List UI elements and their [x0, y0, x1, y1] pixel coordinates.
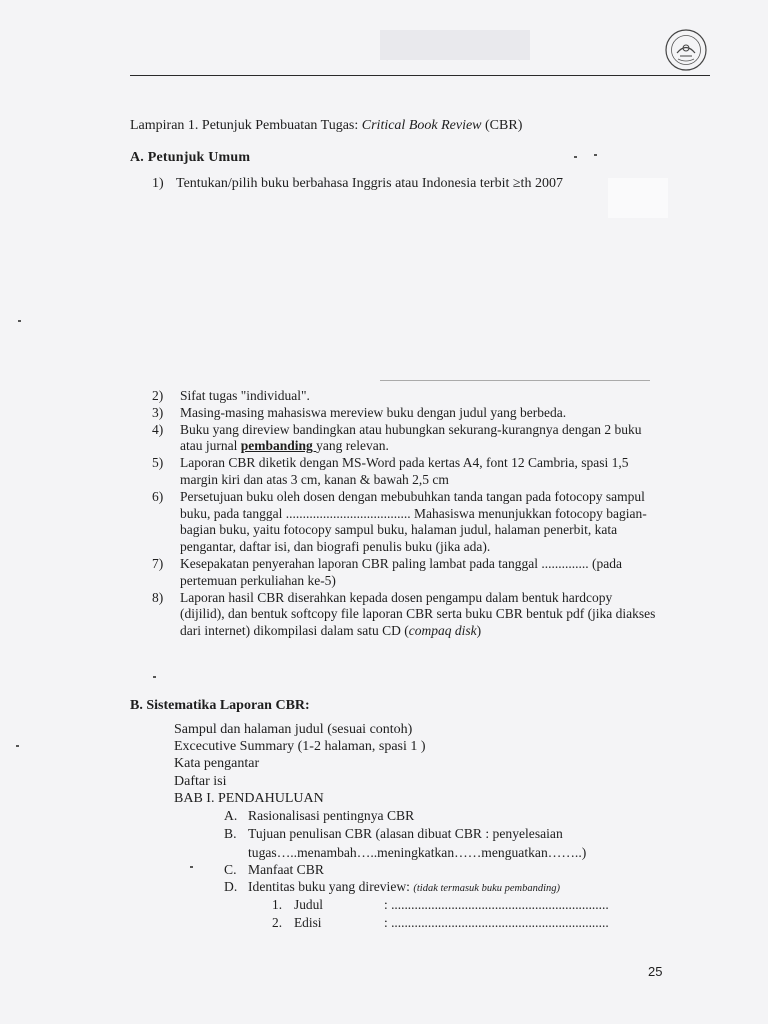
sub-text: Manfaat CBR: [248, 862, 324, 877]
page-number: 25: [648, 964, 663, 979]
sub-item-c: [224, 862, 324, 878]
italic-term: compaq disk: [408, 623, 477, 639]
page-title: [130, 118, 522, 134]
field-value: : .................................................................: [384, 915, 609, 930]
list-item: [140, 422, 660, 456]
sub-item-b: [224, 826, 563, 842]
instruction-list: [140, 388, 660, 640]
outline-line: Kata pengantar: [174, 756, 260, 772]
scan-speck: [18, 320, 21, 322]
outline-line: Daftar isi: [174, 773, 227, 789]
scan-speck: [190, 866, 193, 868]
list-item: [140, 556, 660, 590]
field-num: 2.: [272, 915, 283, 930]
list-item-num: 3): [152, 404, 164, 420]
title-italic: Critical Book Review: [361, 118, 482, 133]
list-item-num: 5): [152, 455, 164, 471]
scan-blank-area: [608, 178, 668, 218]
sub-letter: B.: [224, 826, 237, 841]
scan-smudge: [380, 30, 530, 60]
list-item-text: [180, 422, 660, 456]
header-rule: [130, 75, 710, 76]
list-item: [140, 405, 660, 422]
field-edisi: [272, 915, 609, 931]
field-num: 1.: [272, 897, 283, 912]
list-item-text: Persetujuan buku oleh dosen dengan mebubuhkan tanda tangan pada fotocopy sampul buku, pada tanggal ..................................... Mahasiswa menunjukkan fotocopy bagian-bagian buku, yaitu fotocopy sampul buku, halaman judul, halaman penerbit, kata pengantar, daftar isi, dan biografi penulis buku (jika ada).: [180, 488, 647, 555]
list-item-text: Sifat tugas "individual".: [180, 388, 310, 403]
field-value: : .................................................................: [384, 897, 609, 912]
list-item-1-num: 1): [152, 176, 164, 191]
scan-speck: [574, 156, 577, 158]
list-item: [140, 388, 660, 405]
list-item-num: 8): [152, 589, 164, 605]
scan-speck: [153, 676, 156, 678]
section-a-heading: A. Petunjuk Umum: [130, 150, 251, 165]
underlined-term: pembanding: [240, 438, 317, 454]
sub-text: Tujuan penulisan CBR (alasan dibuat CBR : penyelesaian: [248, 826, 563, 841]
sub-item-d: [224, 879, 560, 895]
sub-item-b-continued: tugas…..menambah…..meningkatkan……menguatkan……..): [248, 845, 587, 860]
list-item: [140, 455, 660, 489]
list-item-text: [180, 590, 660, 640]
outline-line: BAB I. PENDAHULUAN: [174, 790, 324, 806]
list-item-text-part: Buku yang direview bandingkan atau hubungkan sekurang-kurangnya dengan 2 buku atau jurnal: [180, 421, 642, 454]
list-item: [140, 590, 660, 640]
sub-letter: D.: [224, 879, 238, 894]
outline-line: Excecutive Summary (1-2 halaman, spasi 1 ): [174, 739, 426, 755]
list-item-text: Laporan CBR diketik dengan MS-Word pada kertas A4, font 12 Cambria, spasi 1,5 margin kiri dan atas 3 cm, kanan & bawah 2,5 cm: [180, 455, 629, 487]
university-seal-icon: [664, 28, 708, 72]
list-item: [140, 489, 660, 556]
field-label: Judul: [294, 897, 324, 912]
list-item-1-text: Tentukan/pilih buku berbahasa Inggris atau Indonesia terbit ≥th 2007: [176, 176, 563, 191]
list-item-text: Kesepakatan penyerahan laporan CBR paling lambat pada tanggal .............. (pada pertemuan perkuliahan ke-5): [180, 555, 622, 588]
list-item-text-part: ): [476, 623, 482, 639]
outline-line: Sampul dan halaman judul (sesuai contoh): [174, 722, 413, 737]
field-judul: [272, 897, 609, 913]
title-prefix: Lampiran 1. Petunjuk Pembuatan Tugas:: [130, 118, 362, 133]
title-suffix: (CBR): [481, 118, 523, 133]
list-item-num: 6): [152, 488, 164, 504]
sub-note: (tidak termasuk buku pembanding): [413, 883, 561, 894]
list-item-num: 4): [152, 421, 164, 437]
sub-letter: C.: [224, 862, 237, 877]
scan-speck: [16, 745, 19, 747]
scan-speck: [594, 154, 597, 156]
list-item-1: [152, 176, 563, 192]
list-item-text-part: yang relevan.: [316, 438, 389, 454]
list-item-text-part: Laporan hasil CBR diserahkan kepada dosen pengampu dalam bentuk hardcopy (dijilid), dan bentuk softcopy file laporan CBR serta buku CBR bentuk pdf (jika diakses dari internet) dikompilasi dalam satu CD (: [180, 589, 656, 639]
field-label: Edisi: [294, 915, 322, 930]
list-item-text: Masing-masing mahasiswa mereview buku dengan judul yang berbeda.: [180, 404, 567, 420]
list-item-num: 2): [152, 388, 164, 403]
sub-letter: A.: [224, 808, 238, 823]
sub-item-a: [224, 808, 414, 824]
sub-text: Rasionalisasi pentingnya CBR: [248, 808, 415, 823]
section-b-lines: [174, 721, 426, 807]
sub-text: Identitas buku yang direview:: [248, 879, 414, 894]
section-b-heading: B. Sistematika Laporan CBR:: [130, 698, 310, 713]
scan-line: [380, 380, 650, 381]
list-item-num: 7): [152, 555, 164, 571]
